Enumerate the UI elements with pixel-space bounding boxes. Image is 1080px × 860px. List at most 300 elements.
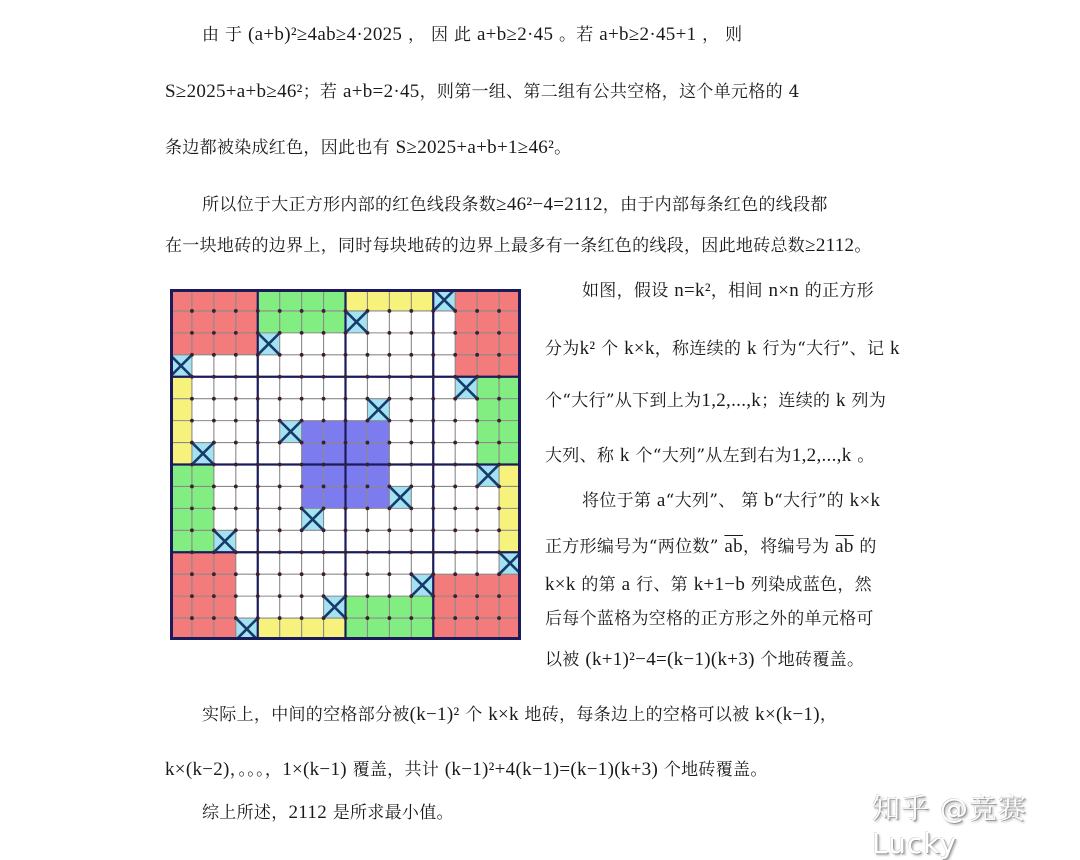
- grid-cell: [236, 311, 258, 333]
- formula: k×(k−2): [165, 759, 230, 780]
- grid-cell: [367, 421, 389, 443]
- formula: (k−1)²+4(k−1)=(k−1)(k+3): [444, 759, 659, 780]
- grid-cell: [499, 486, 521, 508]
- grid-cell: [346, 377, 368, 399]
- grid-cell: [192, 618, 214, 640]
- grid-cell: [170, 596, 192, 618]
- text-line: [545, 441, 875, 467]
- text-line: [545, 645, 864, 671]
- formula: 1,2,...,k: [701, 390, 762, 411]
- text: ，由于内部每条红色的线段都: [602, 195, 828, 215]
- grid-cell: [367, 618, 389, 640]
- grid-cell: [455, 508, 477, 530]
- grid-cell: [192, 289, 214, 311]
- text-line: [202, 20, 742, 46]
- grid-cell: [192, 377, 214, 399]
- text: 地砖，每条边上的空格可以被: [518, 705, 756, 725]
- grid-cell: [280, 574, 302, 596]
- formula: a: [656, 490, 666, 511]
- grid-cell: [367, 443, 389, 465]
- formula: k: [836, 390, 846, 411]
- text: 。: [554, 138, 572, 158]
- grid-cell: [477, 443, 499, 465]
- grid-cell: [477, 508, 499, 530]
- grid-cell: [455, 596, 477, 618]
- grid-cell: [346, 399, 368, 421]
- grid-cell: [170, 289, 192, 311]
- grid-cell: [477, 399, 499, 421]
- grid-cell: [411, 311, 433, 333]
- grid-cell: [324, 618, 346, 640]
- grid-cell: [411, 377, 433, 399]
- grid-cell: [236, 596, 258, 618]
- grid-cell: [302, 311, 324, 333]
- text: ， 则: [696, 25, 743, 45]
- grid-cell: [258, 443, 280, 465]
- grid-cell: [236, 552, 258, 574]
- grid-cell: [324, 289, 346, 311]
- grid-cell: [236, 443, 258, 465]
- grid-cell: [280, 596, 302, 618]
- grid-cell: [324, 421, 346, 443]
- grid-cell: [455, 552, 477, 574]
- grid-cell: [499, 508, 521, 530]
- grid-cell: [455, 289, 477, 311]
- text-line: [202, 700, 837, 726]
- text-line: [545, 570, 872, 596]
- grid-cell: [499, 596, 521, 618]
- grid-cell: [236, 421, 258, 443]
- grid-cell: [302, 530, 324, 552]
- text: 的: [853, 537, 877, 557]
- grid-cell: [302, 399, 324, 421]
- grid-cell: [170, 508, 192, 530]
- grid-cell: [433, 399, 455, 421]
- text-line: [165, 133, 571, 159]
- grid-cell: [258, 399, 280, 421]
- formula: a+b≥2·45+1: [599, 24, 697, 45]
- grid-cell: [324, 333, 346, 355]
- grid-cell: [214, 486, 236, 508]
- formula: b: [764, 490, 775, 511]
- text: 个: [459, 705, 489, 725]
- grid-cell: [346, 465, 368, 487]
- grid-cell: [280, 311, 302, 333]
- formula: S≥2025+a+b+1≥46²: [395, 137, 555, 158]
- grid-cell: [192, 399, 214, 421]
- grid-cell: [433, 421, 455, 443]
- grid-cell: [346, 421, 368, 443]
- grid-cell: [477, 618, 499, 640]
- grid-cell: [367, 552, 389, 574]
- grid-cell: [302, 377, 324, 399]
- grid-cell: [280, 355, 302, 377]
- formula: $\overline{ab}$: [724, 536, 743, 557]
- grid-cell: [170, 574, 192, 596]
- grid-cell: [477, 289, 499, 311]
- grid-cell: [324, 486, 346, 508]
- grid-cell: [324, 377, 346, 399]
- grid-cell: [214, 421, 236, 443]
- grid-cell: [455, 618, 477, 640]
- grid-cell: [258, 465, 280, 487]
- grid-cell: [236, 377, 258, 399]
- grid-cell: [258, 552, 280, 574]
- text: 分为: [545, 339, 580, 359]
- grid-cell: [477, 333, 499, 355]
- grid-cell: [214, 355, 236, 377]
- text: 是所求最小值。: [327, 803, 454, 823]
- grid-cell: [192, 465, 214, 487]
- text: 个“大列”从左到右为: [629, 446, 792, 466]
- grid-cell: [236, 530, 258, 552]
- text: 。: [851, 446, 875, 466]
- text: 行为“大行”、记: [756, 339, 890, 359]
- grid-cell: [170, 443, 192, 465]
- grid-cell: [302, 574, 324, 596]
- grid-cell: [170, 618, 192, 640]
- grid-cell: [258, 508, 280, 530]
- grid-cell: [499, 465, 521, 487]
- grid-cell: [455, 574, 477, 596]
- grid-cell: [280, 486, 302, 508]
- grid-cell: [170, 333, 192, 355]
- text: ，相间: [710, 281, 769, 301]
- grid-cell: [367, 508, 389, 530]
- grid-cell: [346, 596, 368, 618]
- grid-cell: [455, 311, 477, 333]
- grid-cell: [258, 486, 280, 508]
- text: “大行”的: [774, 491, 850, 511]
- grid-cell: [170, 552, 192, 574]
- grid-cell: [346, 333, 368, 355]
- grid-cell: [499, 421, 521, 443]
- grid-cell: [499, 377, 521, 399]
- formula: n×n: [768, 280, 800, 301]
- grid-cell: [236, 289, 258, 311]
- grid-cell: [455, 530, 477, 552]
- grid-cell: [499, 399, 521, 421]
- grid-cell: [411, 421, 433, 443]
- formula: 2112: [288, 802, 327, 823]
- grid-cell: [192, 486, 214, 508]
- grid-cell: [214, 596, 236, 618]
- formula: k+1−b: [693, 574, 746, 595]
- grid-cell: [433, 355, 455, 377]
- formula: (k−1)²: [409, 704, 460, 725]
- grid-cell: [302, 421, 324, 443]
- grid-cell: [389, 596, 411, 618]
- grid-cell: [389, 552, 411, 574]
- grid-cell: [346, 574, 368, 596]
- grid-cell: [411, 618, 433, 640]
- formula: (k+1)²−4=(k−1)(k+3): [585, 649, 755, 670]
- grid-cell: [192, 311, 214, 333]
- grid-cell: [477, 486, 499, 508]
- text: ，。。。，: [229, 760, 283, 780]
- grid-cell: [346, 508, 368, 530]
- grid-cell: [302, 355, 324, 377]
- grid-cell: [477, 355, 499, 377]
- grid-cell: [258, 311, 280, 333]
- text-line: [165, 755, 768, 781]
- grid-cell: [236, 333, 258, 355]
- grid-cell: [192, 508, 214, 530]
- grid-cell: [367, 355, 389, 377]
- text: ；连续的: [761, 391, 836, 411]
- grid-cell: [411, 399, 433, 421]
- text: 条边都被染成红色，因此也有: [165, 138, 396, 158]
- grid-cell: [499, 574, 521, 596]
- grid-cell: [389, 421, 411, 443]
- grid-cell: [280, 399, 302, 421]
- text-line: [165, 231, 872, 257]
- grid-cell: [346, 486, 368, 508]
- tiling-grid-svg: [170, 289, 521, 640]
- grid-cell: [324, 530, 346, 552]
- text: 以被: [545, 650, 586, 670]
- formula: k: [889, 338, 900, 359]
- grid-cell: [499, 289, 521, 311]
- grid-cell: [389, 443, 411, 465]
- grid-cell: [280, 508, 302, 530]
- grid-cell: [367, 596, 389, 618]
- grid-cell: [433, 618, 455, 640]
- grid-cell: [346, 443, 368, 465]
- grid-cell: [170, 377, 192, 399]
- text: 正方形编号为“两位数”: [545, 537, 725, 557]
- grid-cell: [433, 552, 455, 574]
- text: 将位于第: [582, 491, 657, 511]
- grid-cell: [258, 421, 280, 443]
- formula: 1,2,...,k: [791, 445, 852, 466]
- grid-cell: [324, 508, 346, 530]
- text: ；若: [302, 82, 343, 102]
- formula: ≥46²−4=2112: [496, 194, 603, 215]
- text-line: [545, 386, 886, 412]
- grid-cell: [411, 333, 433, 355]
- text: 。: [854, 236, 872, 256]
- text-line: [582, 276, 874, 302]
- grid-cell: [236, 508, 258, 530]
- text: ， 因 此: [402, 25, 477, 45]
- grid-cell: [258, 530, 280, 552]
- text: 列染成蓝色，然: [745, 575, 872, 595]
- grid-cell: [477, 552, 499, 574]
- formula: $\overline{ab}$: [835, 536, 854, 557]
- grid-cell: [324, 355, 346, 377]
- grid-cell: [411, 465, 433, 487]
- grid-cell: [214, 552, 236, 574]
- grid-cell: [477, 311, 499, 333]
- text: 如图，假设: [582, 281, 675, 301]
- grid-cell: [280, 333, 302, 355]
- grid-cell: [346, 355, 368, 377]
- grid-cell: [367, 574, 389, 596]
- formula: a+b=2·45: [343, 81, 420, 102]
- grid-cell: [214, 574, 236, 596]
- grid-cell: [367, 530, 389, 552]
- grid-cell: [499, 530, 521, 552]
- text: 个“大行”从下到上为: [545, 391, 702, 411]
- grid-cell: [280, 465, 302, 487]
- grid-cell: [346, 618, 368, 640]
- grid-cell: [499, 618, 521, 640]
- grid-cell: [170, 465, 192, 487]
- grid-cell: [324, 311, 346, 333]
- formula: k×k: [545, 574, 576, 595]
- grid-cell: [192, 355, 214, 377]
- text: 综上所述，: [202, 803, 289, 823]
- grid-cell: [236, 465, 258, 487]
- text: 覆盖，共计: [346, 760, 445, 780]
- grid-cell: [258, 618, 280, 640]
- formula: (a+b)²≥4ab≥4·2025: [248, 24, 403, 45]
- grid-cell: [302, 333, 324, 355]
- grid-cell: [433, 311, 455, 333]
- grid-cell: [280, 618, 302, 640]
- formula: k×k: [849, 490, 881, 511]
- grid-cell: [302, 618, 324, 640]
- text: ，则第一组、第二组有公共空格，这个单元格的 4: [419, 82, 800, 102]
- grid-cell: [214, 618, 236, 640]
- grid-cell: [280, 530, 302, 552]
- grid-cell: [214, 508, 236, 530]
- grid-cell: [324, 574, 346, 596]
- text: 个: [595, 339, 625, 359]
- grid-cell: [411, 289, 433, 311]
- grid-cell: [389, 508, 411, 530]
- grid-cell: [455, 355, 477, 377]
- tiling-figure: [170, 289, 521, 640]
- grid-cell: [411, 443, 433, 465]
- text: 所以位于大正方形内部的红色线段条数: [202, 195, 497, 215]
- watermark: 知乎 @竞赛Lucky: [872, 792, 1027, 860]
- grid-cell: [433, 333, 455, 355]
- grid-cell: [258, 596, 280, 618]
- text-line: [165, 77, 800, 103]
- grid-cell: [367, 333, 389, 355]
- grid-cell: [170, 530, 192, 552]
- grid-cell: [433, 508, 455, 530]
- text: 行、第: [630, 575, 694, 595]
- grid-cell: [324, 552, 346, 574]
- grid-cell: [477, 421, 499, 443]
- formula: k: [746, 338, 757, 359]
- grid-cell: [346, 289, 368, 311]
- grid-cell: [499, 311, 521, 333]
- formula: k×k: [624, 338, 655, 359]
- grid-cell: [389, 399, 411, 421]
- grid-cell: [280, 289, 302, 311]
- grid-cell: [455, 443, 477, 465]
- grid-cell: [499, 443, 521, 465]
- grid-cell: [433, 486, 455, 508]
- text: 大列、称: [545, 446, 620, 466]
- text: 个地砖覆盖。: [754, 650, 865, 670]
- text: ，: [819, 705, 838, 725]
- grid-cell: [367, 465, 389, 487]
- text-line: [545, 334, 900, 360]
- grid-cell: [258, 355, 280, 377]
- grid-cell: [433, 530, 455, 552]
- text-line: [582, 486, 880, 512]
- grid-cell: [411, 508, 433, 530]
- grid-cell: [477, 377, 499, 399]
- grid-cell: [280, 377, 302, 399]
- text: “大列”、 第: [665, 491, 765, 511]
- grid-cell: [433, 574, 455, 596]
- grid-cell: [367, 377, 389, 399]
- grid-cell: [324, 399, 346, 421]
- grid-cell: [389, 311, 411, 333]
- grid-cell: [214, 443, 236, 465]
- grid-cell: [236, 486, 258, 508]
- grid-cell: [499, 333, 521, 355]
- grid-cell: [170, 399, 192, 421]
- grid-cell: [302, 596, 324, 618]
- grid-cell: [455, 399, 477, 421]
- grid-cell: [324, 443, 346, 465]
- text: 列为: [845, 391, 887, 411]
- text: 的第: [575, 575, 622, 595]
- text: 实际上，中间的空格部分被: [202, 705, 410, 725]
- grid-cell: [389, 618, 411, 640]
- grid-cell: [258, 289, 280, 311]
- grid-cell: [389, 574, 411, 596]
- grid-cell: [477, 596, 499, 618]
- formula: a: [621, 574, 631, 595]
- grid-cell: [192, 596, 214, 618]
- text: 。若: [553, 25, 600, 45]
- grid-cell: [302, 443, 324, 465]
- grid-cell: [258, 377, 280, 399]
- grid-cell: [258, 574, 280, 596]
- text-line: [545, 532, 877, 558]
- grid-cell: [455, 486, 477, 508]
- grid-cell: [302, 486, 324, 508]
- grid-cell: [236, 355, 258, 377]
- grid-cell: [236, 399, 258, 421]
- grid-cell: [433, 377, 455, 399]
- grid-cell: [389, 530, 411, 552]
- grid-cell: [192, 552, 214, 574]
- grid-cell: [367, 289, 389, 311]
- grid-cell: [389, 355, 411, 377]
- grid-cell: [389, 333, 411, 355]
- formula: k²: [579, 338, 596, 359]
- grid-cell: [280, 443, 302, 465]
- text: 的正方形: [799, 281, 874, 301]
- grid-cell: [433, 465, 455, 487]
- grid-cell: [411, 530, 433, 552]
- grid-cell: [324, 465, 346, 487]
- grid-cell: [302, 552, 324, 574]
- formula: 1×(k−1): [282, 759, 347, 780]
- text: ，称连续的: [654, 339, 747, 359]
- grid-cell: [170, 486, 192, 508]
- grid-cell: [170, 421, 192, 443]
- grid-cell: [170, 311, 192, 333]
- grid-cell: [433, 443, 455, 465]
- grid-cell: [411, 355, 433, 377]
- text: 在一块地砖的边界上，同时每块地砖的边界上最多有一条红色的线段，因此地砖总数: [165, 236, 806, 256]
- grid-cell: [192, 530, 214, 552]
- grid-cell: [214, 377, 236, 399]
- grid-cell: [192, 333, 214, 355]
- grid-cell: [236, 574, 258, 596]
- grid-cell: [214, 333, 236, 355]
